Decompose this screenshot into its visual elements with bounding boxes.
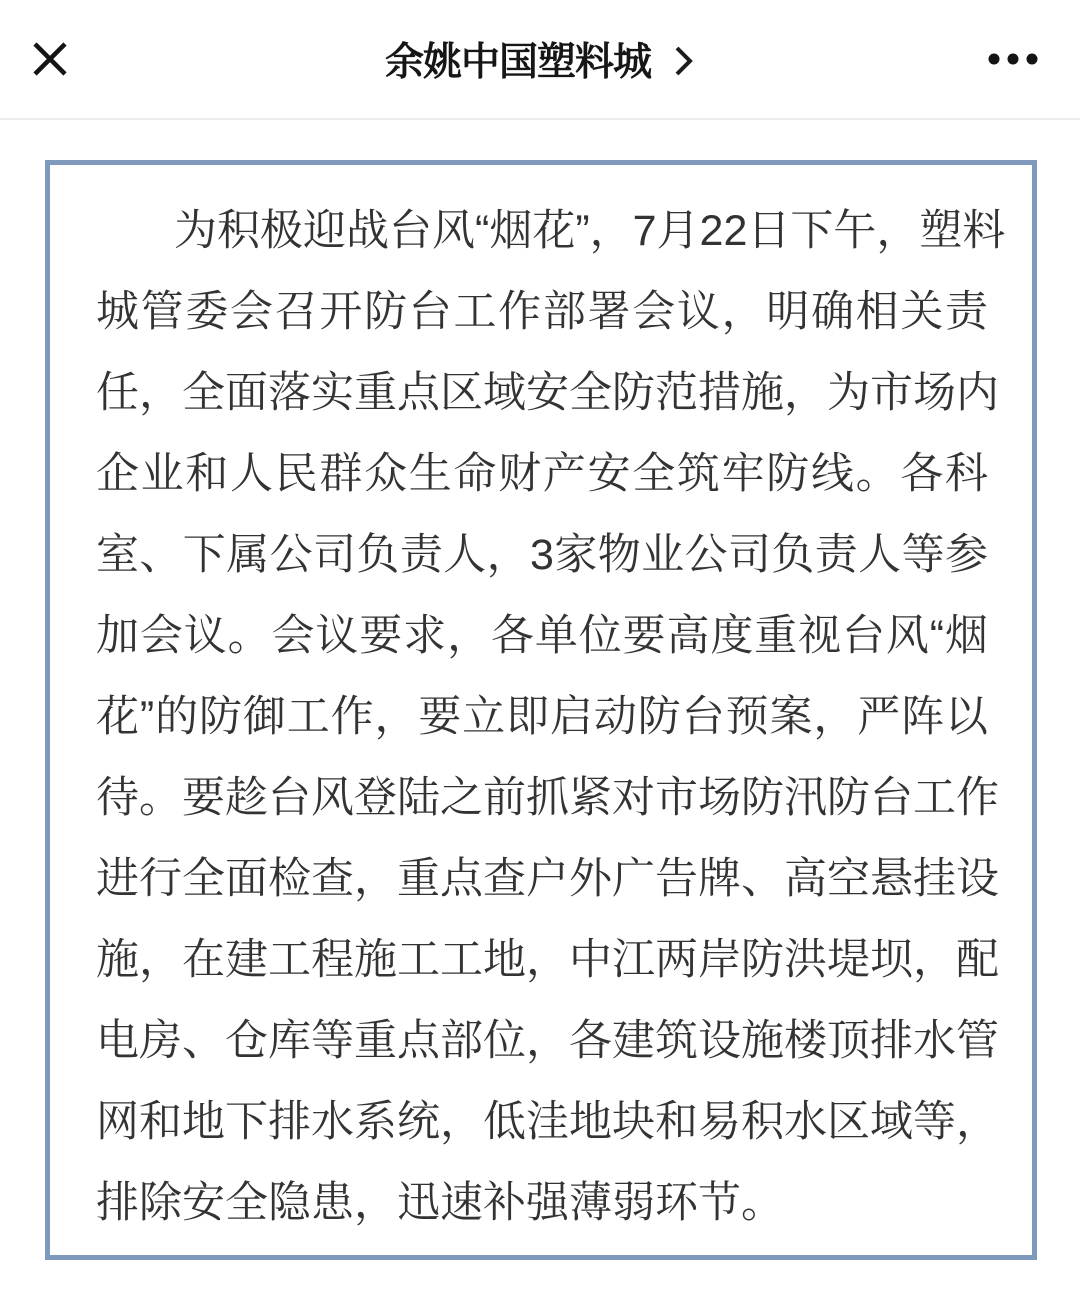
article-line: 任，全面落实重点区域安全防范措施，为市场内 [96, 369, 999, 417]
article-line: 为积极迎战台风“烟花”，7月22日下午，塑料 [174, 207, 1006, 255]
article-header [0, 0, 1080, 120]
article-body [96, 191, 1006, 1244]
article-line: 排除安全隐患，迅速补强薄弱环节。 [96, 1179, 784, 1227]
article-line: 待。要趁台风登陆之前抓紧对市场防汛防台工作 [96, 774, 999, 822]
article-line: 城管委会召开防台工作部署会议，明确相关责 [96, 288, 988, 336]
article-line: 企业和人民群众生命财产安全筑牢防线。各科 [96, 450, 988, 498]
article-line: 加会议。会议要求，各单位要高度重视台风“烟 [96, 612, 988, 660]
account-title-link[interactable] [385, 31, 695, 87]
close-button[interactable] [24, 33, 76, 85]
article-line: 室、下属公司负责人，3家物业公司负责人等参 [96, 531, 988, 579]
article-content-card [45, 160, 1037, 1260]
article-line: 花”的防御工作，要立即启动防台预案，严阵以 [96, 693, 988, 741]
article-line: 进行全面检查，重点查户外广告牌、高空悬挂设 [96, 855, 999, 903]
chevron-right-icon [673, 43, 695, 79]
article-line: 网和地下排水系统，低洼地块和易积水区域等， [96, 1098, 999, 1146]
article-line: 电房、仓库等重点部位，各建筑设施楼顶排水管 [96, 1017, 999, 1065]
more-options-button[interactable] [982, 37, 1044, 81]
close-icon [32, 41, 68, 77]
article-line: 施，在建工程施工工地，中江两岸防洪堤坝，配 [96, 936, 999, 984]
page-title: 余姚中国塑料城 [384, 41, 651, 84]
ellipsis-icon [987, 53, 1039, 65]
